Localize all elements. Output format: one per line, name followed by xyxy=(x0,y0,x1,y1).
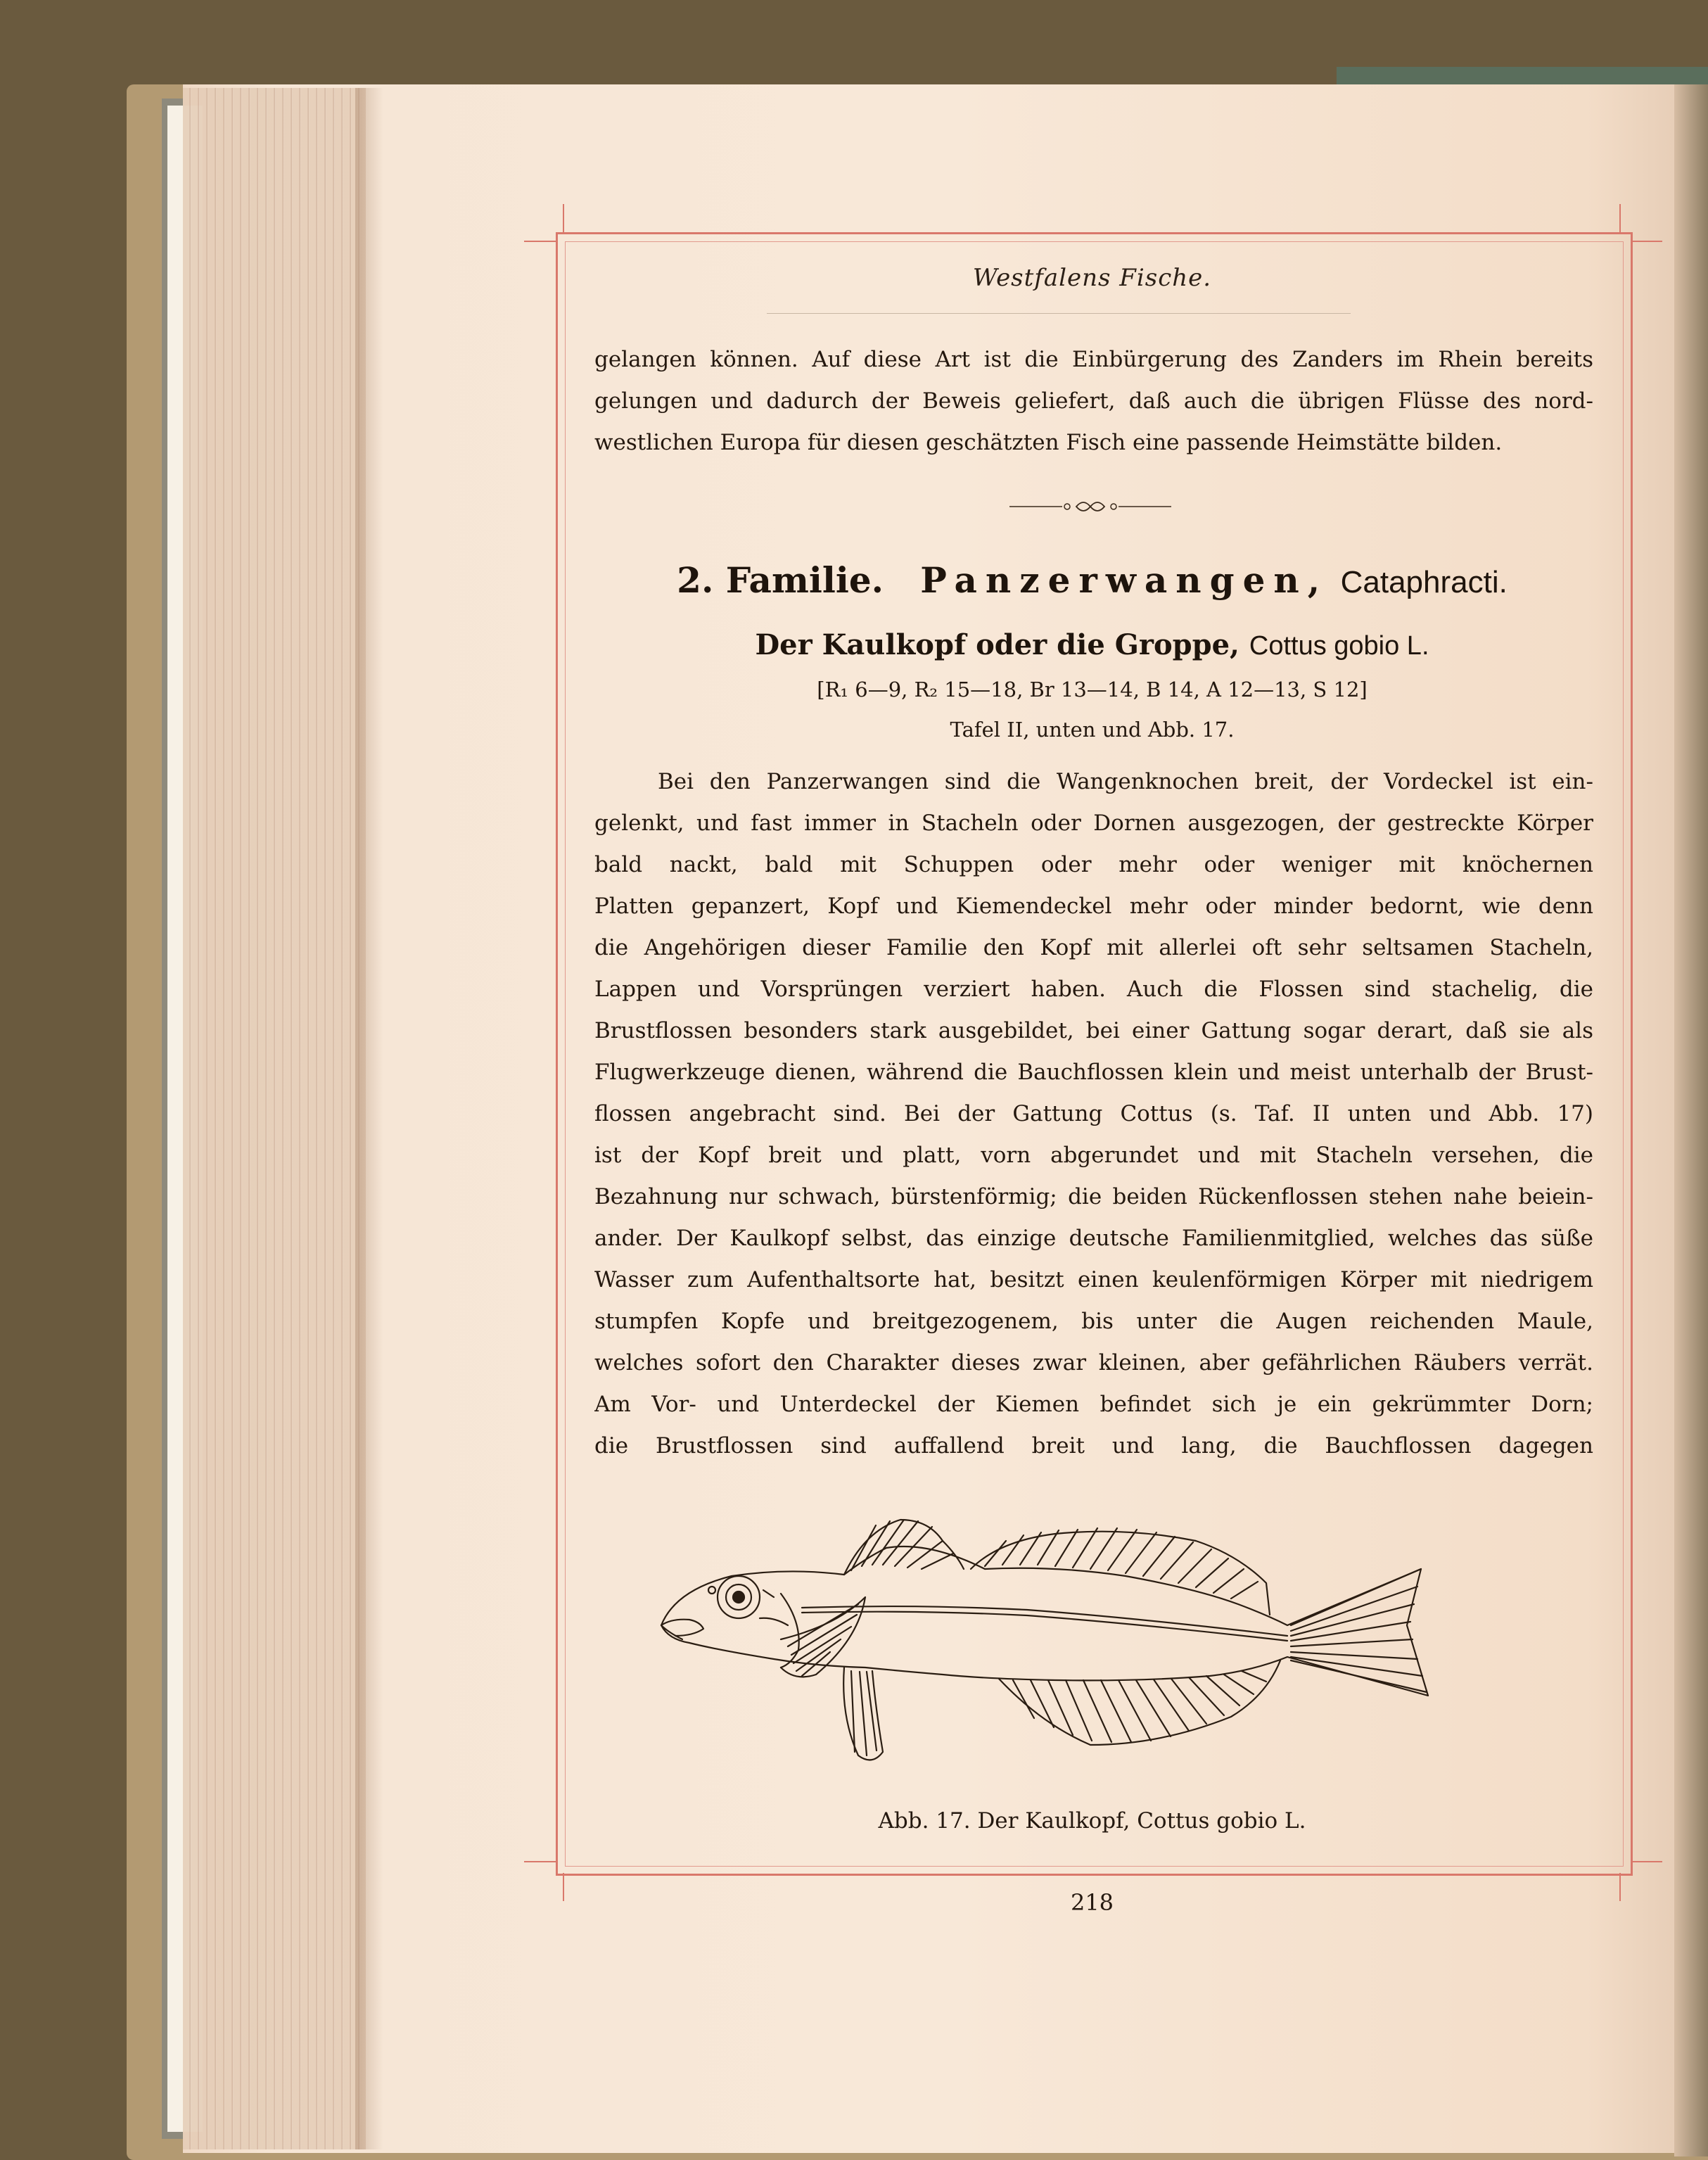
text-line: flossen angebracht sind. Bei der Gattung Cottus (s. Taf. II unten und Abb. 17) xyxy=(594,1101,1593,1126)
frame-line-vert-tl xyxy=(563,204,564,232)
page-edges-stack xyxy=(183,88,366,2149)
text-line: Platten gepanzert, Kopf und Kiemendeckel mehr oder minder bedornt, wie denn xyxy=(594,894,1593,919)
frame-line-vert-tr xyxy=(1619,204,1621,232)
species-name: Der Kaulkopf oder die Groppe, xyxy=(755,628,1239,661)
text-line: gelungen und dadurch der Beweis geliefert, daß auch die übrigen Flüsse des nord- xyxy=(594,388,1593,414)
section-ornament xyxy=(1009,496,1171,517)
text-line: die Angehörigen dieser Familie den Kopf mit allerlei oft sehr seltsamen Stacheln, xyxy=(594,935,1593,960)
text-line: welches sofort den Charakter dieses zwar kleinen, aber gefährlichen Räubers verrät. xyxy=(594,1350,1593,1376)
text-line: Bezahnung nur schwach, bürstenförmig; die beiden Rückenflossen stehen nahe beiein- xyxy=(594,1184,1593,1209)
family-number: 2. Familie. xyxy=(677,559,884,601)
species-latin-name: Cottus gobio L. xyxy=(1249,631,1429,661)
family-latin-name: Cataphracti. xyxy=(1340,565,1508,599)
text-line: ander. Der Kaulkopf selbst, das einzige deutsche Familienmitglied, welches das süße xyxy=(594,1226,1593,1251)
family-name: Panzerwangen, xyxy=(920,559,1329,601)
intro-paragraph xyxy=(594,339,1593,464)
text-line: Wasser zum Aufenthaltsorte hat, besitzt einen keulenförmigen Körper mit niedrigem xyxy=(594,1267,1593,1292)
frame-line-top-right xyxy=(1631,241,1662,242)
figure-caption: Abb. 17. Der Kaulkopf, Cottus gobio L. xyxy=(878,1808,1306,1834)
text-line: Flugwerkzeuge dienen, während die Bauchflossen klein und meist unterhalb der Brust- xyxy=(594,1060,1593,1085)
gutter-shadow xyxy=(355,88,383,2149)
text-line: Lappen und Vorsprüngen verziert haben. Auch die Flossen sind stachelig, die xyxy=(594,977,1593,1002)
text-line: Am Vor- und Unterdeckel der Kiemen befindet sich je ein gekrümmter Dorn; xyxy=(594,1392,1593,1417)
text-line: die Brustflossen sind auffallend breit und lang, die Bauchflossen dagegen xyxy=(594,1433,1593,1459)
text-line: westlichen Europa für diesen geschätzten Fisch eine passende Heimstätte bilden. xyxy=(594,430,1503,455)
text-line: gelenkt, und fast immer in Stacheln oder Dornen ausgezogen, der gestreckte Körper xyxy=(594,811,1593,836)
main-paragraph xyxy=(594,761,1593,1467)
text-line: Bei den Panzerwangen sind die Wangenknochen breit, der Vordeckel ist ein- xyxy=(658,769,1593,794)
frame-line-bottom-right xyxy=(1631,1861,1662,1862)
text-line: Brustflossen besonders stark ausgebildet, bei einer Gattung sogar derart, daß sie als xyxy=(594,1018,1593,1043)
frame-line-bottom-left xyxy=(524,1861,556,1862)
text-line: bald nackt, bald mit Schuppen oder mehr oder weniger mit knöchernen xyxy=(594,852,1593,877)
text-line: ist der Kopf breit und platt, vorn abgerundet und mit Stacheln versehen, die xyxy=(594,1143,1593,1168)
text-line: gelangen können. Auf diese Art ist die Einbürgerung des Zanders im Rhein bereits xyxy=(594,347,1593,372)
page-number: 218 xyxy=(1070,1889,1114,1916)
running-head: Westfalens Fische. xyxy=(972,264,1212,292)
fin-formula: [R₁ 6—9, R₂ 15—18, Br 13—14, B 14, A 12—13, S 12] xyxy=(817,678,1368,701)
text-line: stumpfen Kopfe und breitgezogenem, bis unter die Augen reichenden Maule, xyxy=(594,1309,1593,1334)
family-heading xyxy=(556,559,1629,601)
fish-illustration xyxy=(633,1492,1576,1801)
species-heading xyxy=(556,628,1629,661)
plate-reference: Tafel II, unten und Abb. 17. xyxy=(950,718,1235,742)
next-page-edge xyxy=(1674,84,1708,2156)
running-head-rule xyxy=(767,313,1351,314)
frame-line-top-left xyxy=(524,241,556,242)
